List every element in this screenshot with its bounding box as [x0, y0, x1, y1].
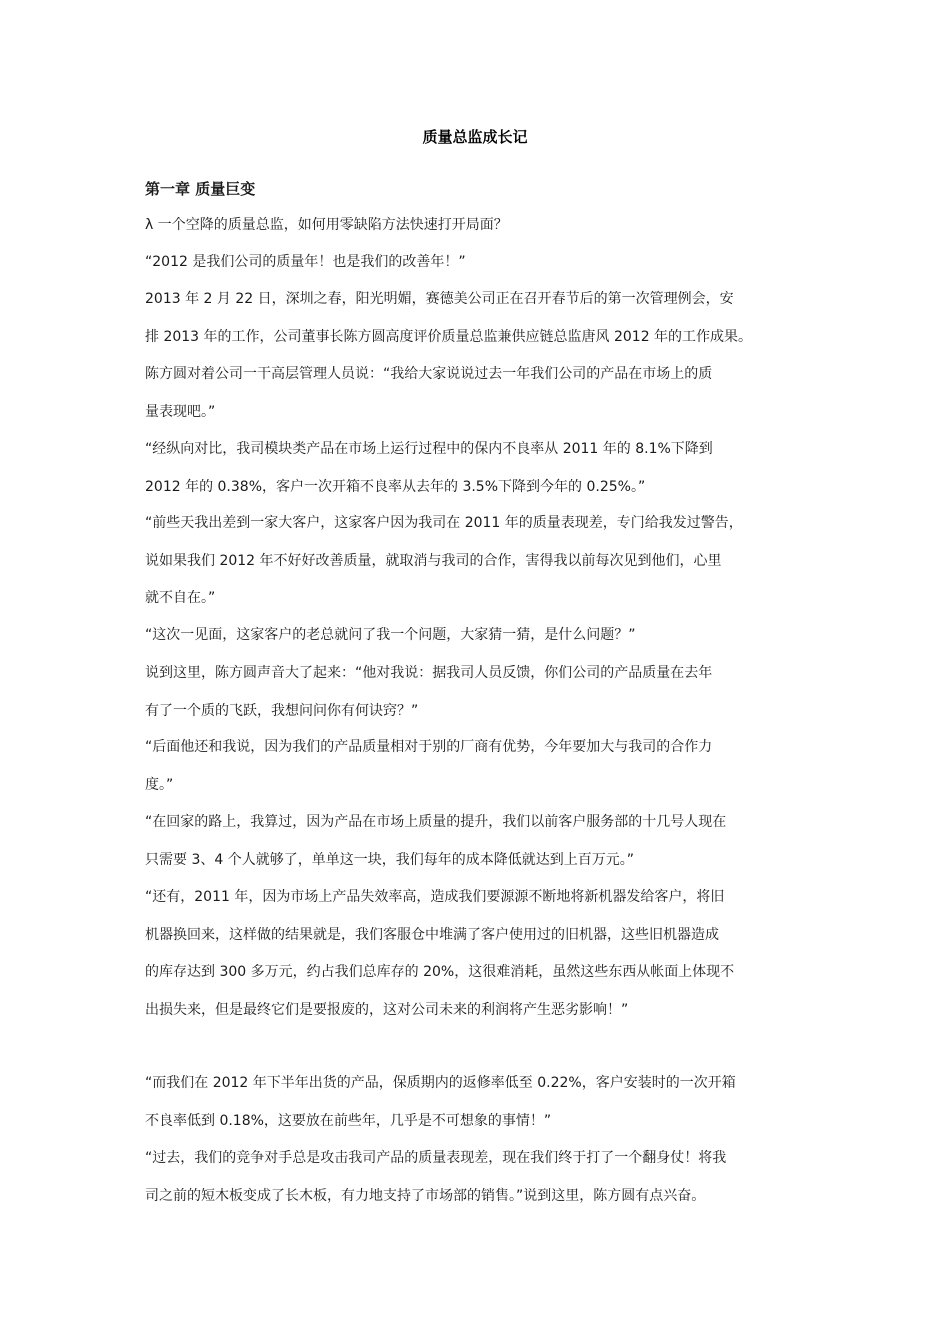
paragraph [145, 356, 817, 431]
text-line: 说到这里，陈方圆声音大了起来：“他对我说：据我司人员反馈，你们公司的产品质量在去年 [145, 665, 713, 681]
paragraph [145, 244, 817, 282]
paragraph [145, 617, 817, 655]
text-line: “这次一见面，这家客户的老总就问了我一个问题，大家猜一猜，是什么问题？” [145, 627, 636, 643]
text-line: 2013 年 2 月 22 日，深圳之春，阳光明媚，赛德美公司正在召开春节后的第一次管理例会，安 [145, 291, 734, 307]
paragraph [145, 207, 817, 245]
text-line: 量表现吧。” [145, 403, 216, 420]
text-line: 2012 年的 0.38%，客户一次开箱不良率从去年的 3.5%下降到今年的 0.25%。” [145, 478, 646, 495]
paragraph [145, 804, 817, 879]
document-title: 质量总监成长记 [422, 128, 528, 146]
paragraph [145, 281, 817, 356]
text-line: 不良率低到 0.18%，这要放在前些年，几乎是不可想象的事情！” [145, 1112, 552, 1129]
text-line: 的库存达到 300 多万元，约占我们总库存的 20%，这很难消耗，虽然这些东西从帐面上体现不 [145, 964, 735, 980]
text-line: 机器换回来，这样做的结果就是，我们客服仓中堆满了客户使用过的旧机器，这些旧机器造成 [145, 926, 719, 943]
text-line: “而我们在 2012 年下半年出货的产品，保质期内的返修率低至 0.22%，客户安装时的一次开箱 [145, 1075, 736, 1091]
paragraph [145, 729, 817, 804]
text-line: 有了一个质的飞跃，我想问问你有何诀窍？” [145, 702, 419, 719]
text-line: 就不自在。” [145, 590, 216, 606]
text-line: λ 一个空降的质量总监，如何用零缺陷方法快速打开局面？ [145, 217, 508, 233]
text-line: 出损失来，但是最终它们是要报废的，这对公司未来的利润将产生恶劣影响！” [145, 1001, 629, 1018]
chapter-title: 第一章 质量巨变 [145, 180, 256, 198]
paragraph [145, 879, 817, 1029]
text-line: “还有，2011 年，因为市场上产品失效率高，造成我们要源源不断地将新机器发给客户，将旧 [145, 889, 725, 905]
paragraph [145, 655, 817, 730]
paragraph [145, 505, 817, 618]
text-line: “在回家的路上，我算过，因为产品在市场上质量的提升，我们以前客户服务部的十几号人现在 [145, 814, 727, 830]
text-line: “经纵向对比，我司模块类产品在市场上运行过程中的保内不良率从 2011 年的 8.1%下降到 [145, 441, 713, 457]
text-line: “2012 是我们公司的质量年！也是我们的改善年！” [145, 254, 466, 270]
paragraph [145, 1065, 817, 1140]
text-line: “过去，我们的竞争对手总是攻击我司产品的质量表现差，现在我们终于打了一个翻身仗！将我 [145, 1150, 727, 1166]
text-line: 排 2013 年的工作，公司董事长陈方圆高度评价质量总监兼供应链总监唐风 2012 年的工作成果。 [145, 328, 753, 345]
text-line: 陈方圆对着公司一干高层管理人员说：“我给大家说说过去一年我们公司的产品在市场上的质 [145, 366, 713, 382]
paragraph [145, 1140, 817, 1215]
text-line: 只需要 3、4 个人就够了，单单这一块，我们每年的成本降低就达到上百万元。” [145, 851, 634, 868]
text-line: 说如果我们 2012 年不好好改善质量，就取消与我司的合作，害得我以前每次见到他们，心里 [145, 552, 722, 569]
text-line: “前些天我出差到一家大客户，这家客户因为我司在 2011 年的质量表现差，专门给我发过警告， [145, 515, 743, 531]
paragraph [145, 431, 817, 506]
text-line: 司之前的短木板变成了长木板，有力地支持了市场部的销售。”说到这里，陈方圆有点兴奋。 [145, 1187, 706, 1204]
text-line: 度。” [145, 776, 174, 793]
text-line: “后面他还和我说，因为我们的产品质量相对于别的厂商有优势，今年要加大与我司的合作力 [145, 739, 713, 755]
